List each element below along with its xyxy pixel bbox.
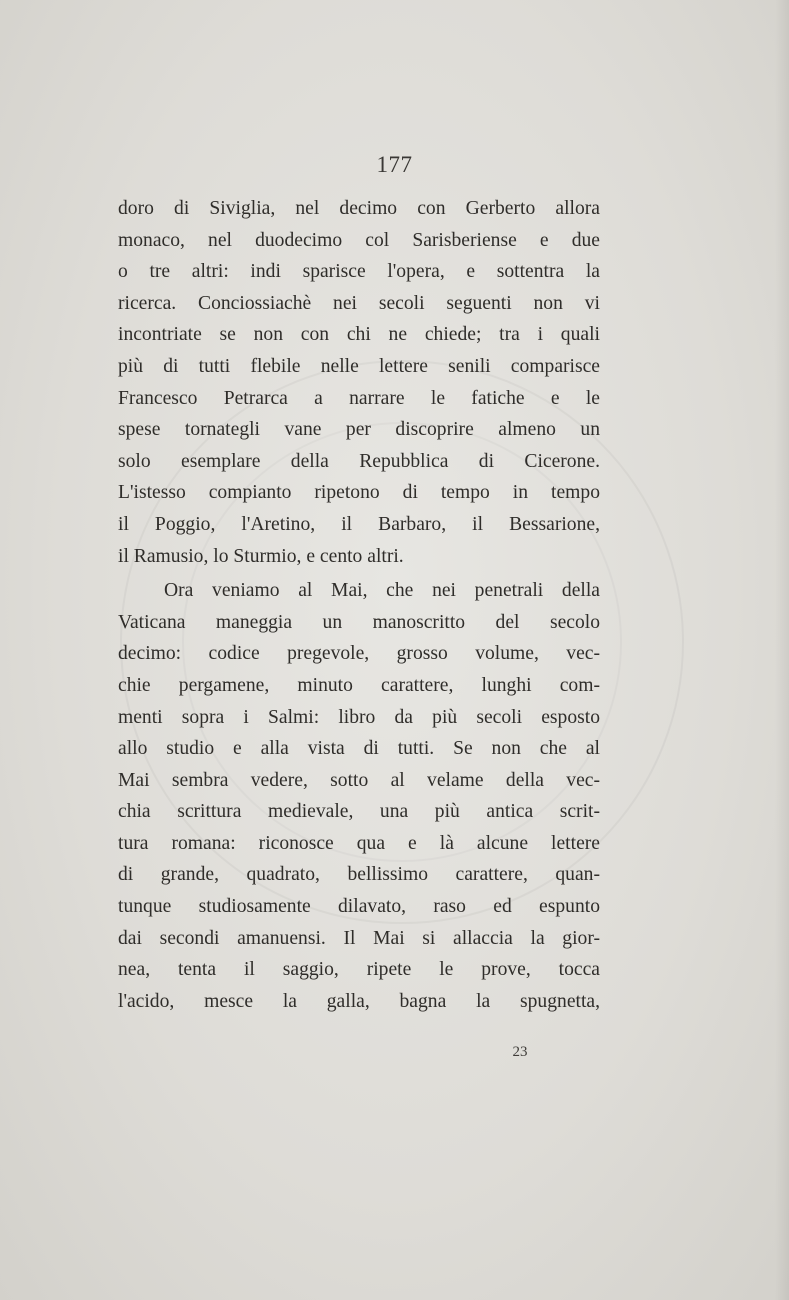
text-line: il Poggio, l'Aretino, il Barbaro, il Bessarione, (118, 513, 600, 535)
text-line: dai secondi amanuensi. Il Mai si allaccia la gior- (118, 927, 600, 949)
signature-mark: 23 (512, 1044, 528, 1060)
text-line: solo esemplare della Repubblica di Cicerone. (118, 450, 600, 472)
text-line: incontriate se non con chi ne chiede; tra i quali (118, 324, 600, 346)
text-line: monaco, nel duodecimo col Sarisberiense e due (118, 229, 600, 251)
text-line: Vaticana maneggia un manoscritto del secolo (118, 611, 600, 633)
text-line: doro di Siviglia, nel decimo con Gerberto allora (118, 198, 600, 219)
text-line: l'acido, mesce la galla, bagna la spugnetta, (118, 990, 600, 1012)
page-edge-shadow (775, 0, 789, 1300)
text-line: più di tutti flebile nelle lettere senili comparisce (118, 355, 600, 377)
text-line: tunque studiosamente dilavato, raso ed espunto (118, 896, 600, 918)
text-line: allo studio e alla vista di tutti. Se non che al (118, 738, 600, 760)
text-line: Francesco Petrarca a narrare le fatiche e le (118, 387, 600, 409)
paragraph-1 (118, 193, 600, 572)
text-line: decimo: codice pregevole, grosso volume, vec- (118, 643, 600, 665)
text-line: chie pergamene, minuto carattere, lunghi com- (118, 674, 600, 696)
text-line: spese tornategli vane per discoprire almeno un (118, 419, 600, 441)
text-line: tura romana: riconosce qua e là alcune lettere (118, 832, 600, 854)
text-line: nea, tenta il saggio, ripete le prove, tocca (118, 959, 600, 981)
text-line: menti sopra i Salmi: libro da più secoli esposto (118, 706, 600, 728)
body-text (118, 193, 600, 1017)
text-line: Ora veniamo al Mai, che nei penetrali della (164, 580, 600, 602)
text-line: di grande, quadrato, bellissimo carattere, quan- (118, 864, 600, 886)
text-line: o tre altri: indi sparisce l'opera, e sottentra la (118, 261, 600, 283)
text-line: il Ramusio, lo Sturmio, e cento altri. (118, 545, 404, 567)
page-number: 177 (376, 152, 413, 177)
text-line: ricerca. Conciossiachè nei secoli seguenti non vi (118, 292, 600, 314)
text-line: L'istesso compianto ripetono di tempo in tempo (118, 482, 600, 504)
paragraph-2 (118, 575, 600, 1017)
text-line: chia scrittura medievale, una più antica scrit- (118, 801, 600, 823)
text-line: Mai sembra vedere, sotto al velame della vec- (118, 769, 600, 791)
